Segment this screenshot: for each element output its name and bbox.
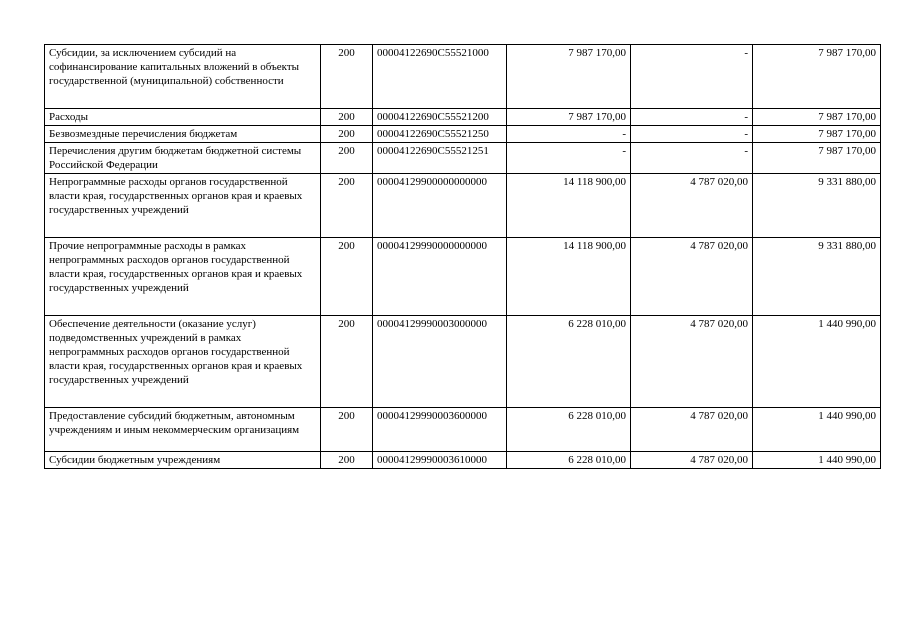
- row-executed-cell: -: [631, 143, 753, 174]
- row-code-cell: 200: [321, 126, 373, 143]
- row-executed-cell: -: [631, 109, 753, 126]
- row-approved-cell: -: [507, 143, 631, 174]
- row-code-cell: 200: [321, 45, 373, 109]
- row-approved-cell: 14 118 900,00: [507, 174, 631, 238]
- table-row: [45, 109, 881, 126]
- row-executed-cell: 4 787 020,00: [631, 452, 753, 469]
- row-kbk-cell: 00004129900000000000: [373, 174, 507, 238]
- budget-execution-table: [44, 44, 881, 469]
- row-name-cell: Обеспечение деятельности (оказание услуг) подведомственных учреждений в рамках непрограммных расходов органов государственной власти края, государственных органов края и краевых государственных учреждений: [45, 316, 321, 408]
- row-unexecuted-cell: 7 987 170,00: [753, 126, 881, 143]
- row-approved-cell: -: [507, 126, 631, 143]
- row-unexecuted-cell: 9 331 880,00: [753, 238, 881, 316]
- row-unexecuted-cell: 7 987 170,00: [753, 109, 881, 126]
- row-name-cell: Непрограммные расходы органов государственной власти края, государственных органов края и краевых государственных учреждений: [45, 174, 321, 238]
- row-name-cell: Субсидии бюджетным учреждениям: [45, 452, 321, 469]
- row-kbk-cell: 00004122690C55521000: [373, 45, 507, 109]
- table-row: [45, 238, 881, 316]
- row-approved-cell: 14 118 900,00: [507, 238, 631, 316]
- row-code-cell: 200: [321, 316, 373, 408]
- row-kbk-cell: 00004129990000000000: [373, 238, 507, 316]
- row-approved-cell: 6 228 010,00: [507, 452, 631, 469]
- row-kbk-cell: 00004122690C55521251: [373, 143, 507, 174]
- row-code-cell: 200: [321, 238, 373, 316]
- table-body: [45, 45, 881, 469]
- row-code-cell: 200: [321, 452, 373, 469]
- table-row: [45, 408, 881, 452]
- row-kbk-cell: 00004129990003600000: [373, 408, 507, 452]
- table-row: [45, 174, 881, 238]
- row-code-cell: 200: [321, 408, 373, 452]
- row-code-cell: 200: [321, 143, 373, 174]
- table-row: [45, 126, 881, 143]
- row-code-cell: 200: [321, 174, 373, 238]
- row-unexecuted-cell: 1 440 990,00: [753, 408, 881, 452]
- row-unexecuted-cell: 7 987 170,00: [753, 45, 881, 109]
- table-row: [45, 316, 881, 408]
- row-approved-cell: 6 228 010,00: [507, 316, 631, 408]
- row-kbk-cell: 00004122690C55521250: [373, 126, 507, 143]
- row-executed-cell: 4 787 020,00: [631, 408, 753, 452]
- row-code-cell: 200: [321, 109, 373, 126]
- row-executed-cell: 4 787 020,00: [631, 174, 753, 238]
- row-name-cell: Предоставление субсидий бюджетным, автономным учреждениям и иным некоммерческим организациям: [45, 408, 321, 452]
- table-row: [45, 143, 881, 174]
- row-name-cell: Субсидии, за исключением субсидий на софинансирование капитальных вложений в объекты государственной (муниципальной) собственности: [45, 45, 321, 109]
- row-kbk-cell: 00004129990003610000: [373, 452, 507, 469]
- row-executed-cell: -: [631, 45, 753, 109]
- table-row: [45, 45, 881, 109]
- row-kbk-cell: 00004122690C55521200: [373, 109, 507, 126]
- row-unexecuted-cell: 7 987 170,00: [753, 143, 881, 174]
- row-name-cell: Расходы: [45, 109, 321, 126]
- row-name-cell: Прочие непрограммные расходы в рамках непрограммных расходов органов государственной власти края, государственных органов края и краевых государственных учреждений: [45, 238, 321, 316]
- row-name-cell: Перечисления другим бюджетам бюджетной системы Российской Федерации: [45, 143, 321, 174]
- row-approved-cell: 7 987 170,00: [507, 45, 631, 109]
- row-executed-cell: 4 787 020,00: [631, 316, 753, 408]
- row-unexecuted-cell: 9 331 880,00: [753, 174, 881, 238]
- row-kbk-cell: 00004129990003000000: [373, 316, 507, 408]
- row-approved-cell: 7 987 170,00: [507, 109, 631, 126]
- table-row: [45, 452, 881, 469]
- row-name-cell: Безвозмездные перечисления бюджетам: [45, 126, 321, 143]
- row-unexecuted-cell: 1 440 990,00: [753, 316, 881, 408]
- row-unexecuted-cell: 1 440 990,00: [753, 452, 881, 469]
- row-executed-cell: -: [631, 126, 753, 143]
- row-executed-cell: 4 787 020,00: [631, 238, 753, 316]
- row-approved-cell: 6 228 010,00: [507, 408, 631, 452]
